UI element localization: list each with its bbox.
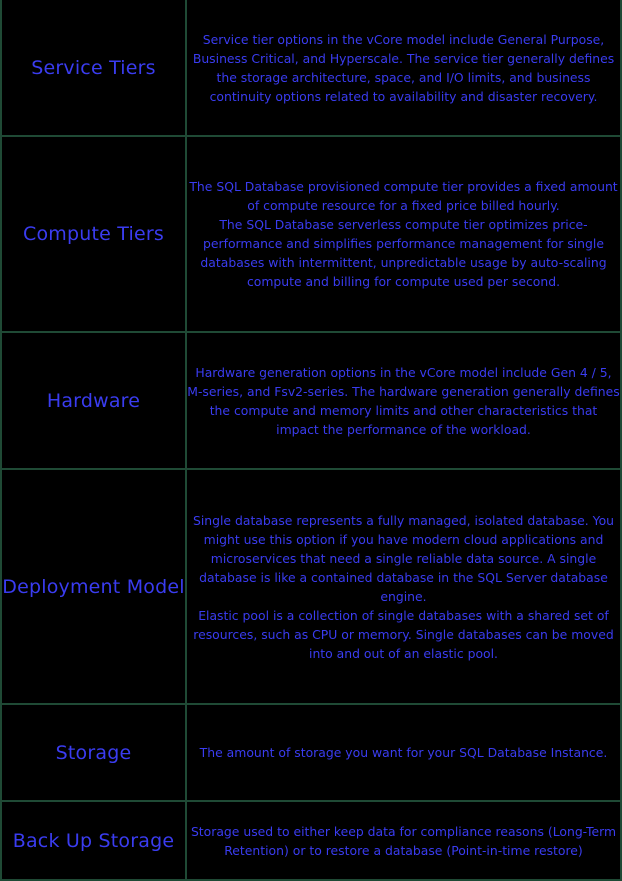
row-label-deployment-model: Deployment Model (1, 469, 186, 704)
description-paragraph: Hardware generation options in the vCore model include Gen 4 / 5, M-series, and Fsv2-series. The hardware generation generally defines the compute and memory limits and other characteristics that impact the performance of the workload. (187, 364, 620, 437)
row-label-hardware: Hardware (1, 332, 186, 469)
row-description-deployment-model (186, 469, 621, 704)
description-paragraph: The SQL Database provisioned compute tier provides a fixed amount of compute resource for a fixed price billed hourly. (189, 179, 618, 213)
row-label-compute-tiers: Compute Tiers (1, 136, 186, 332)
row-description-compute-tiers (186, 136, 621, 332)
description-paragraph: Service tier options in the vCore model include General Purpose, Business Critical, and Hyperscale. The service tier generally defines the storage architecture, space, and I/O limits, and business continuity options related to availability and disaster recovery. (192, 31, 615, 104)
description-paragraph: Storage used to either keep data for compliance reasons (Long-Term Retention) or to restore a database (Point-in-time restore) (190, 823, 617, 858)
row-label-back-up-storage: Back Up Storage (1, 801, 186, 880)
description-paragraph: The amount of storage you want for your SQL Database Instance. (199, 745, 608, 760)
row-label-service-tiers: Service Tiers (1, 0, 186, 136)
description-paragraph: The SQL Database serverless compute tier optimizes price-performance and simplifies performance management for single databases with intermittent, unpredictable usage by auto-scaling compute and billing for compute used per second. (200, 217, 607, 289)
table-row-hardware (1, 332, 621, 469)
table-row-back-up-storage (1, 801, 621, 880)
table-row-compute-tiers (1, 136, 621, 332)
table-row-storage (1, 704, 621, 801)
table-row-deployment-model (1, 469, 621, 704)
description-paragraph: Single database represents a fully managed, isolated database. You might use this option if you have modern cloud applications and microservices that need a single reliable data source. A single database is like a contained database in the SQL Server database engine. (192, 512, 615, 604)
row-label-storage: Storage (1, 704, 186, 801)
description-paragraph: Elastic pool is a collection of single databases with a shared set of resources, such as CPU or memory. Single databases can be moved into and out of an elastic pool. (193, 607, 614, 661)
row-description-back-up-storage (186, 801, 621, 880)
row-description-service-tiers (186, 0, 621, 136)
row-description-hardware (186, 332, 621, 469)
row-description-storage (186, 704, 621, 801)
table-row-service-tiers (1, 0, 621, 136)
